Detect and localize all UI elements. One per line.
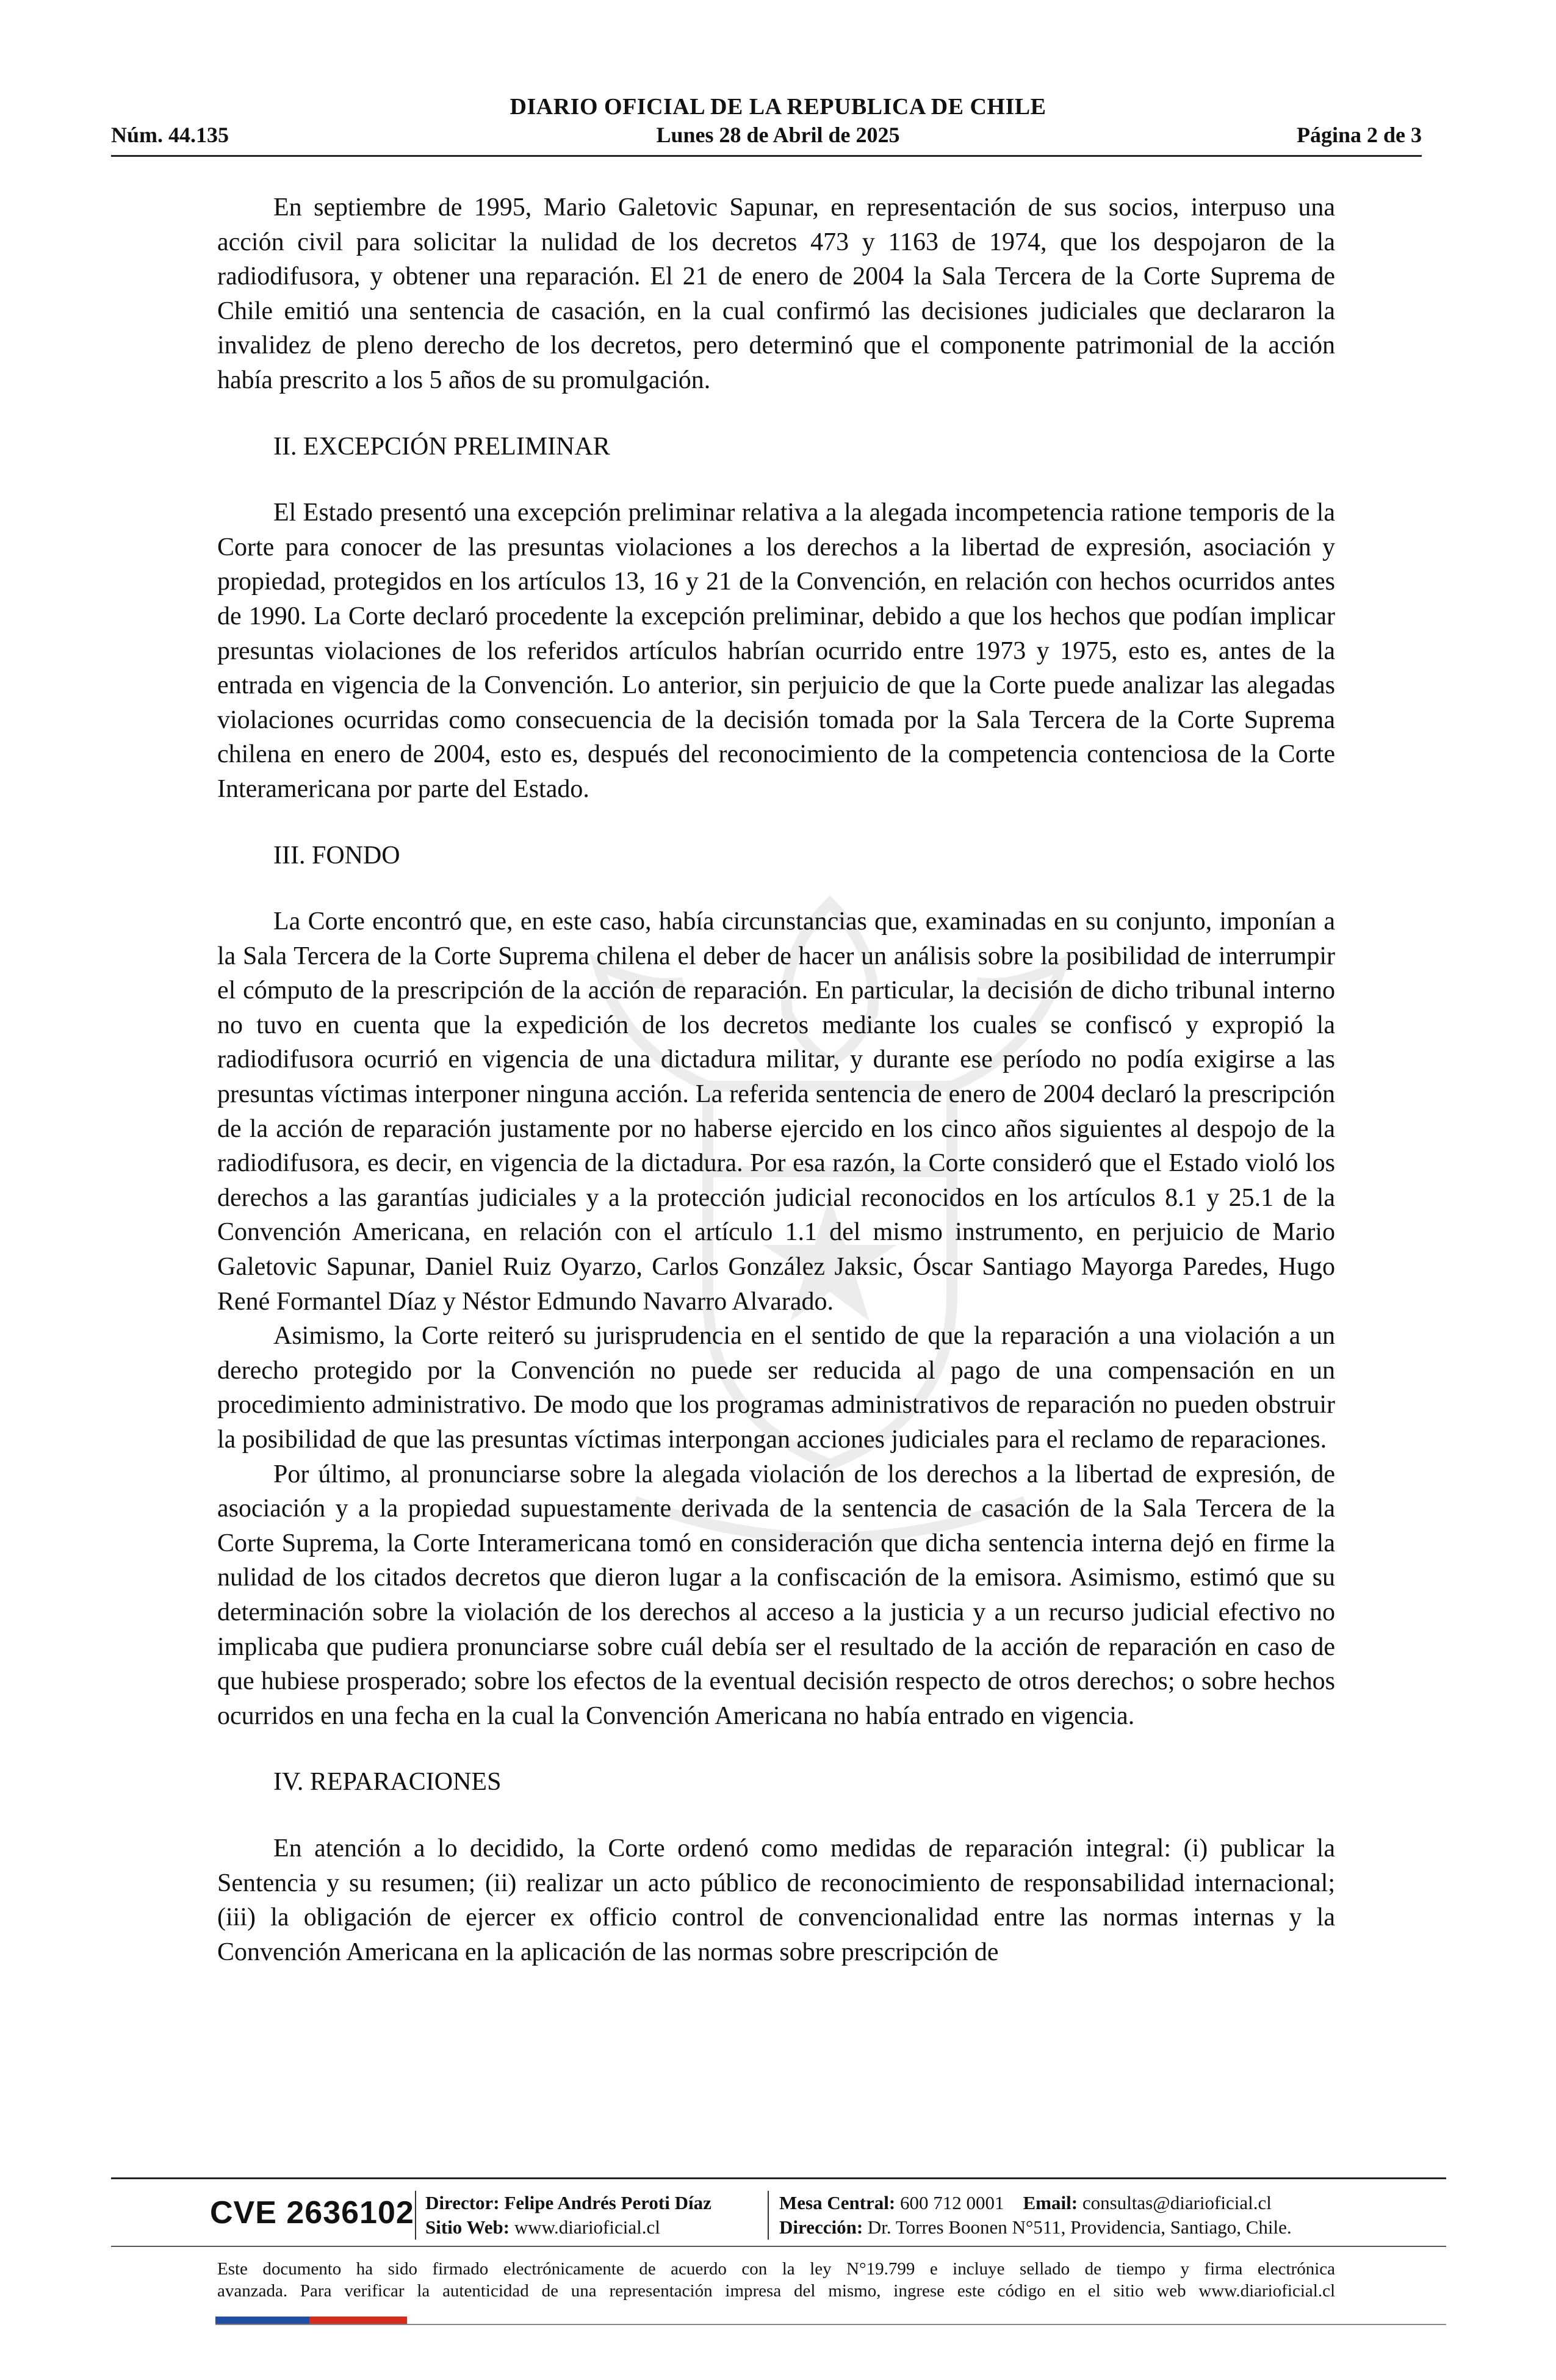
footer-contact-block bbox=[779, 2191, 1292, 2240]
email-link[interactable]: consultas@diarioficial.cl bbox=[1082, 2192, 1272, 2213]
document-body bbox=[217, 190, 1335, 1969]
footer-divider-mid bbox=[111, 2246, 1446, 2247]
section-heading: IV. REPARACIONES bbox=[273, 1768, 502, 1797]
website-label: Sitio Web: bbox=[425, 2216, 510, 2238]
legal-line: avanzada. Para verificar la autenticidad de una representación impresa del mismo, ingrese este código en el sitio web www.diarioficial.cl bbox=[217, 2281, 1335, 2301]
section-heading: III. FONDO bbox=[273, 841, 400, 870]
footer-separator bbox=[415, 2191, 416, 2240]
newspaper-title: DIARIO OFICIAL DE LA REPUBLICA DE CHILE bbox=[510, 94, 1046, 120]
issue-date: Lunes 28 de Abril de 2025 bbox=[656, 123, 900, 147]
email-label: Email: bbox=[1023, 2192, 1078, 2213]
paragraph: El Estado presentó una excepción preliminar relativa a la alegada incompetencia ratione temporis de la Corte para conocer de las presuntas violaciones a los derechos a la libertad de expresión, asociación y propiedad, protegidos en los artículos 13, 16 y 21 de la Convención, en relación con hechos ocurridos antes de 1990. La Corte declaró procedente la excepción preliminar, debido a que los hechos que podían implicar presuntas violaciones de los referidos artículos habrían ocurrido entre 1973 y 1975, esto es, antes de la entrada en vigencia de la Convención. Lo anterior, sin perjuicio de que la Corte puede analizar las alegadas violaciones ocurridas como consecuencia de la decisión tomada por la Sala Tercera de la Corte Suprema chilena en enero de 2004, esto es, después del reconocimiento de la competencia contenciosa de la Corte Interamericana por parte del Estado. bbox=[217, 499, 1335, 803]
flag-stripe-red bbox=[309, 2317, 407, 2324]
page-indicator: Página 2 de 3 bbox=[1296, 123, 1422, 147]
header-divider bbox=[111, 155, 1422, 157]
legal-line: Este documento ha sido firmado electrónicamente de acuerdo con la ley N°19.799 e incluye sellado de tiempo y firma electrónica bbox=[217, 2259, 1335, 2279]
section-heading: II. EXCEPCIÓN PRELIMINAR bbox=[273, 432, 610, 461]
issue-number: Núm. 44.135 bbox=[111, 123, 229, 147]
address-label: Dirección: bbox=[779, 2216, 863, 2238]
cve-code: CVE 2636102 bbox=[210, 2195, 414, 2230]
mesa-phone: 600 712 0001 bbox=[900, 2192, 1004, 2213]
footer-divider-top bbox=[111, 2177, 1446, 2179]
mesa-label: Mesa Central: bbox=[779, 2192, 896, 2213]
address-value: Dr. Torres Boonen N°511, Providencia, Santiago, Chile. bbox=[867, 2216, 1292, 2238]
footer-divider-bottom bbox=[215, 2324, 1446, 2325]
footer-director-block bbox=[425, 2191, 711, 2240]
paragraph: Por último, al pronunciarse sobre la alegada violación de los derechos a la libertad de expresión, de asociación y a la propiedad supuestamente derivada de la sentencia de casación de la Sala Tercera de la Corte Suprema, la Corte Interamericana tomó en consideración que dicha sentencia interna dejó en firme la nulidad de los citados decretos que dieron lugar a la confiscación de la emisora. Asimismo, estimó que su determinación sobre la violación de los derechos al acceso a la justicia y a un recurso judicial efectivo no implicaba que pudiera pronunciarse sobre cuál debía ser el resultado de la acción de reparación en caso de que hubiese prosperado; sobre los efectos de la eventual decisión respecto de otros derechos; o sobre hechos ocurridos en una fecha en la cual la Convención Americana no había entrado en vigencia. bbox=[217, 1460, 1335, 1730]
director-name: Felipe Andrés Peroti Díaz bbox=[504, 2192, 711, 2213]
legal-notice bbox=[217, 2258, 1335, 2302]
paragraph: Asimismo, la Corte reiteró su jurisprudencia en el sentido de que la reparación a una violación a un derecho protegido por la Convención no puede ser reducida al pago de una compensación en un procedimiento administrativo. De modo que los programas administrativos de reparación no pueden obstruir la posibilidad de que las presuntas víctimas interpongan acciones judiciales para el reclamo de reparaciones. bbox=[217, 1322, 1335, 1454]
flag-stripe-blue bbox=[215, 2317, 309, 2324]
paragraph: En atención a lo decidido, la Corte ordenó como medidas de reparación integral: (i) publicar la Sentencia y su resumen; (ii) realizar un acto público de reconocimiento de responsabilidad internacional; (iii) la obligación de ejercer ex officio control de convencionalidad entre las normas internas y la Convención Americana en la aplicación de las normas sobre prescripción de bbox=[217, 1834, 1335, 1966]
footer-separator bbox=[768, 2191, 769, 2240]
website-link[interactable]: www.diarioficial.cl bbox=[514, 2216, 660, 2238]
director-label: Director: bbox=[425, 2192, 500, 2213]
paragraph: En septiembre de 1995, Mario Galetovic Sapunar, en representación de sus socios, interpuso una acción civil para solicitar la nulidad de los decretos 473 y 1163 de 1974, que los despojaron de la radiodifusora, y obtener una reparación. El 21 de enero de 2004 la Sala Tercera de la Corte Suprema de Chile emitió una sentencia de casación, en la cual confirmó las decisiones judiciales que declararon la invalidez de pleno derecho de los decretos, pero determinó que el componente patrimonial de la acción había prescrito a los 5 años de su promulgación. bbox=[217, 193, 1335, 394]
paragraph: La Corte encontró que, en este caso, había circunstancias que, examinadas en su conjunto, imponían a la Sala Tercera de la Corte Suprema chilena el deber de hacer un análisis sobre la posibilidad de interrumpir el cómputo de la prescripción de la acción de reparación. En particular, la decisión de dicho tribunal interno no tuvo en cuenta que la expedición de los decretos mediante los cuales se confiscó y expropió la radiodifusora ocurrió en vigencia de una dictadura militar, y durante ese período no podía exigirse a las presuntas víctimas interponer ninguna acción. La referida sentencia de enero de 2004 declaró la prescripción de la acción de reparación justamente por no haberse ejercido en los cinco años siguientes al despojo de la radiodifusora, es decir, en vigencia de la dictadura. Por esa razón, la Corte consideró que el Estado violó los derechos a las garantías judiciales y a la protección judicial reconocidos en los artículos 8.1 y 25.1 de la Convención Americana, en relación con el artículo 1.1 del mismo instrumento, en perjuicio de Mario Galetovic Sapunar, Daniel Ruiz Oyarzo, Carlos González Jaksic, Óscar Santiago Mayorga Paredes, Hugo René Formantel Díaz y Néstor Edmundo Navarro Alvarado. bbox=[217, 907, 1335, 1316]
